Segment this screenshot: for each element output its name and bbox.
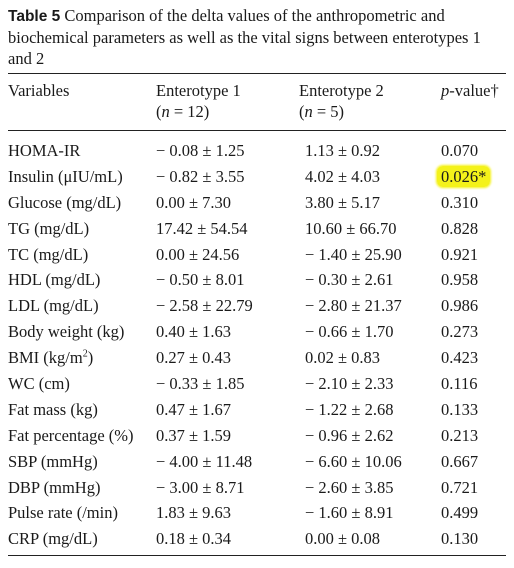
header-enterotype-2-label: Enterotype 2 [299,81,384,100]
cell-variable: Body weight (kg) [8,322,125,342]
cell-enterotype-1: 0.27 ± 0.43 [156,348,232,368]
cell-enterotype-1: 0.00 ± 24.56 [156,244,240,264]
cell-enterotype-1: 17.42 ± 54.54 [156,218,248,238]
cell-p-value: 0.070 [441,141,479,160]
cell-variable: HDL (mg/dL) [8,270,101,290]
cell-variable: Fat mass (kg) [8,399,98,419]
cell-variable: Insulin (μIU/mL) [8,166,123,186]
cell-enterotype-2: − 6.60 ± 10.06 [305,451,402,471]
cell-variable: Glucose (mg/dL) [8,192,122,212]
cell-enterotype-2: 3.80 ± 5.17 [305,192,381,212]
header-enterotype-2 [299,80,384,122]
cell-enterotype-1: − 0.08 ± 1.25 [156,141,245,160]
cell-enterotype-2: 0.02 ± 0.83 [305,348,381,368]
table-row [0,399,514,425]
cell-variable: LDL (mg/dL) [8,296,99,316]
table-row [0,269,514,295]
cell-enterotype-2: − 2.80 ± 21.37 [305,296,402,316]
cell-enterotype-1: − 4.00 ± 11.48 [156,451,253,471]
cell-enterotype-2: − 1.40 ± 25.90 [305,244,402,264]
cell-variable: BMI $(kg/m^2)$ [8,348,94,368]
table-row [0,451,514,477]
cell-p-value: 0.828 [441,218,479,238]
table-row [0,528,514,554]
header-enterotype-1 [156,80,241,122]
cell-p-value: 0.133 [441,399,479,419]
header-rule [8,130,506,131]
cell-enterotype-1: − 0.50 ± 8.01 [156,270,245,290]
header-enterotype-1-label: Enterotype 1 [156,81,241,100]
cell-variable: WC (cm) [8,374,70,394]
cell-enterotype-1: 0.00 ± 7.30 [156,192,232,212]
header-enterotype-2-n: (n = 5) [299,102,345,121]
header-p-value: p-value† [441,81,499,100]
table-body [0,140,514,554]
top-rule [8,73,506,74]
table-row [0,477,514,503]
cell-enterotype-2: 0.00 ± 0.08 [305,529,381,549]
highlighted-p-value: 0.026* [437,166,490,187]
table-caption [8,5,508,69]
cell-p-value: 0.310 [441,192,479,212]
cell-enterotype-2: − 1.60 ± 8.91 [305,503,394,523]
cell-variable: HOMA-IR [8,141,81,160]
cell-enterotype-1: 1.83 ± 9.63 [156,503,232,523]
cell-variable: Pulse rate (/min) [8,503,118,523]
cell-enterotype-2: 1.13 ± 0.92 [305,141,381,160]
cell-p-value: 0.273 [441,322,479,342]
bottom-rule [8,555,506,556]
cell-enterotype-1: − 2.58 ± 22.79 [156,296,253,316]
cell-enterotype-2: − 2.10 ± 2.33 [305,374,394,394]
cell-p-value: 0.116 [441,374,478,394]
cell-p-value: 0.721 [441,477,479,497]
caption-text: Comparison of the delta values of the anthropometric and biochemical parameters as well as the vital signs between enterotypes 1 and 2 [8,6,481,68]
cell-p-value: 0.958 [441,270,479,290]
table-row [0,321,514,347]
cell-enterotype-1: 0.47 ± 1.67 [156,399,232,419]
cell-variable: TG (mg/dL) [8,218,90,238]
cell-enterotype-2: − 1.22 ± 2.68 [305,399,394,419]
table-row [0,140,514,166]
table-row [0,244,514,270]
cell-p-value: 0.921 [441,244,479,264]
header-variables: Variables [8,81,70,100]
table-row [0,502,514,528]
cell-enterotype-2: − 0.30 ± 2.61 [305,270,394,290]
cell-enterotype-1: 0.18 ± 0.34 [156,529,232,549]
cell-p-value: 0.499 [441,503,479,523]
cell-p-value [441,166,490,188]
cell-enterotype-2: − 2.60 ± 3.85 [305,477,394,497]
table-row [0,218,514,244]
cell-enterotype-2: 4.02 ± 4.03 [305,166,381,186]
cell-variable: SBP (mmHg) [8,451,98,471]
cell-enterotype-1: 0.40 ± 1.63 [156,322,232,342]
table-row [0,373,514,399]
cell-variable: TC (mg/dL) [8,244,89,264]
cell-p-value: 0.986 [441,296,479,316]
cell-enterotype-2: − 0.66 ± 1.70 [305,322,394,342]
cell-variable: CRP (mg/dL) [8,529,98,549]
cell-variable: DBP (mmHg) [8,477,101,497]
cell-p-value: 0.130 [441,529,479,549]
cell-p-value: 0.667 [441,451,479,471]
cell-p-value: 0.213 [441,425,479,445]
cell-enterotype-2: − 0.96 ± 2.62 [305,425,394,445]
cell-enterotype-1: − 3.00 ± 8.71 [156,477,245,497]
table-row [0,295,514,321]
cell-variable: Fat percentage (%) [8,425,134,445]
cell-enterotype-1: − 0.33 ± 1.85 [156,374,245,394]
table-row [0,166,514,192]
table-row [0,192,514,218]
cell-enterotype-2: 10.60 ± 66.70 [305,218,397,238]
table-label: Table 5 [8,8,61,25]
cell-enterotype-1: − 0.82 ± 3.55 [156,166,245,186]
table-row [0,347,514,373]
table-row [0,425,514,451]
header-enterotype-1-n: (n = 12) [156,102,210,121]
cell-enterotype-1: 0.37 ± 1.59 [156,425,232,445]
cell-p-value: 0.423 [441,348,479,368]
